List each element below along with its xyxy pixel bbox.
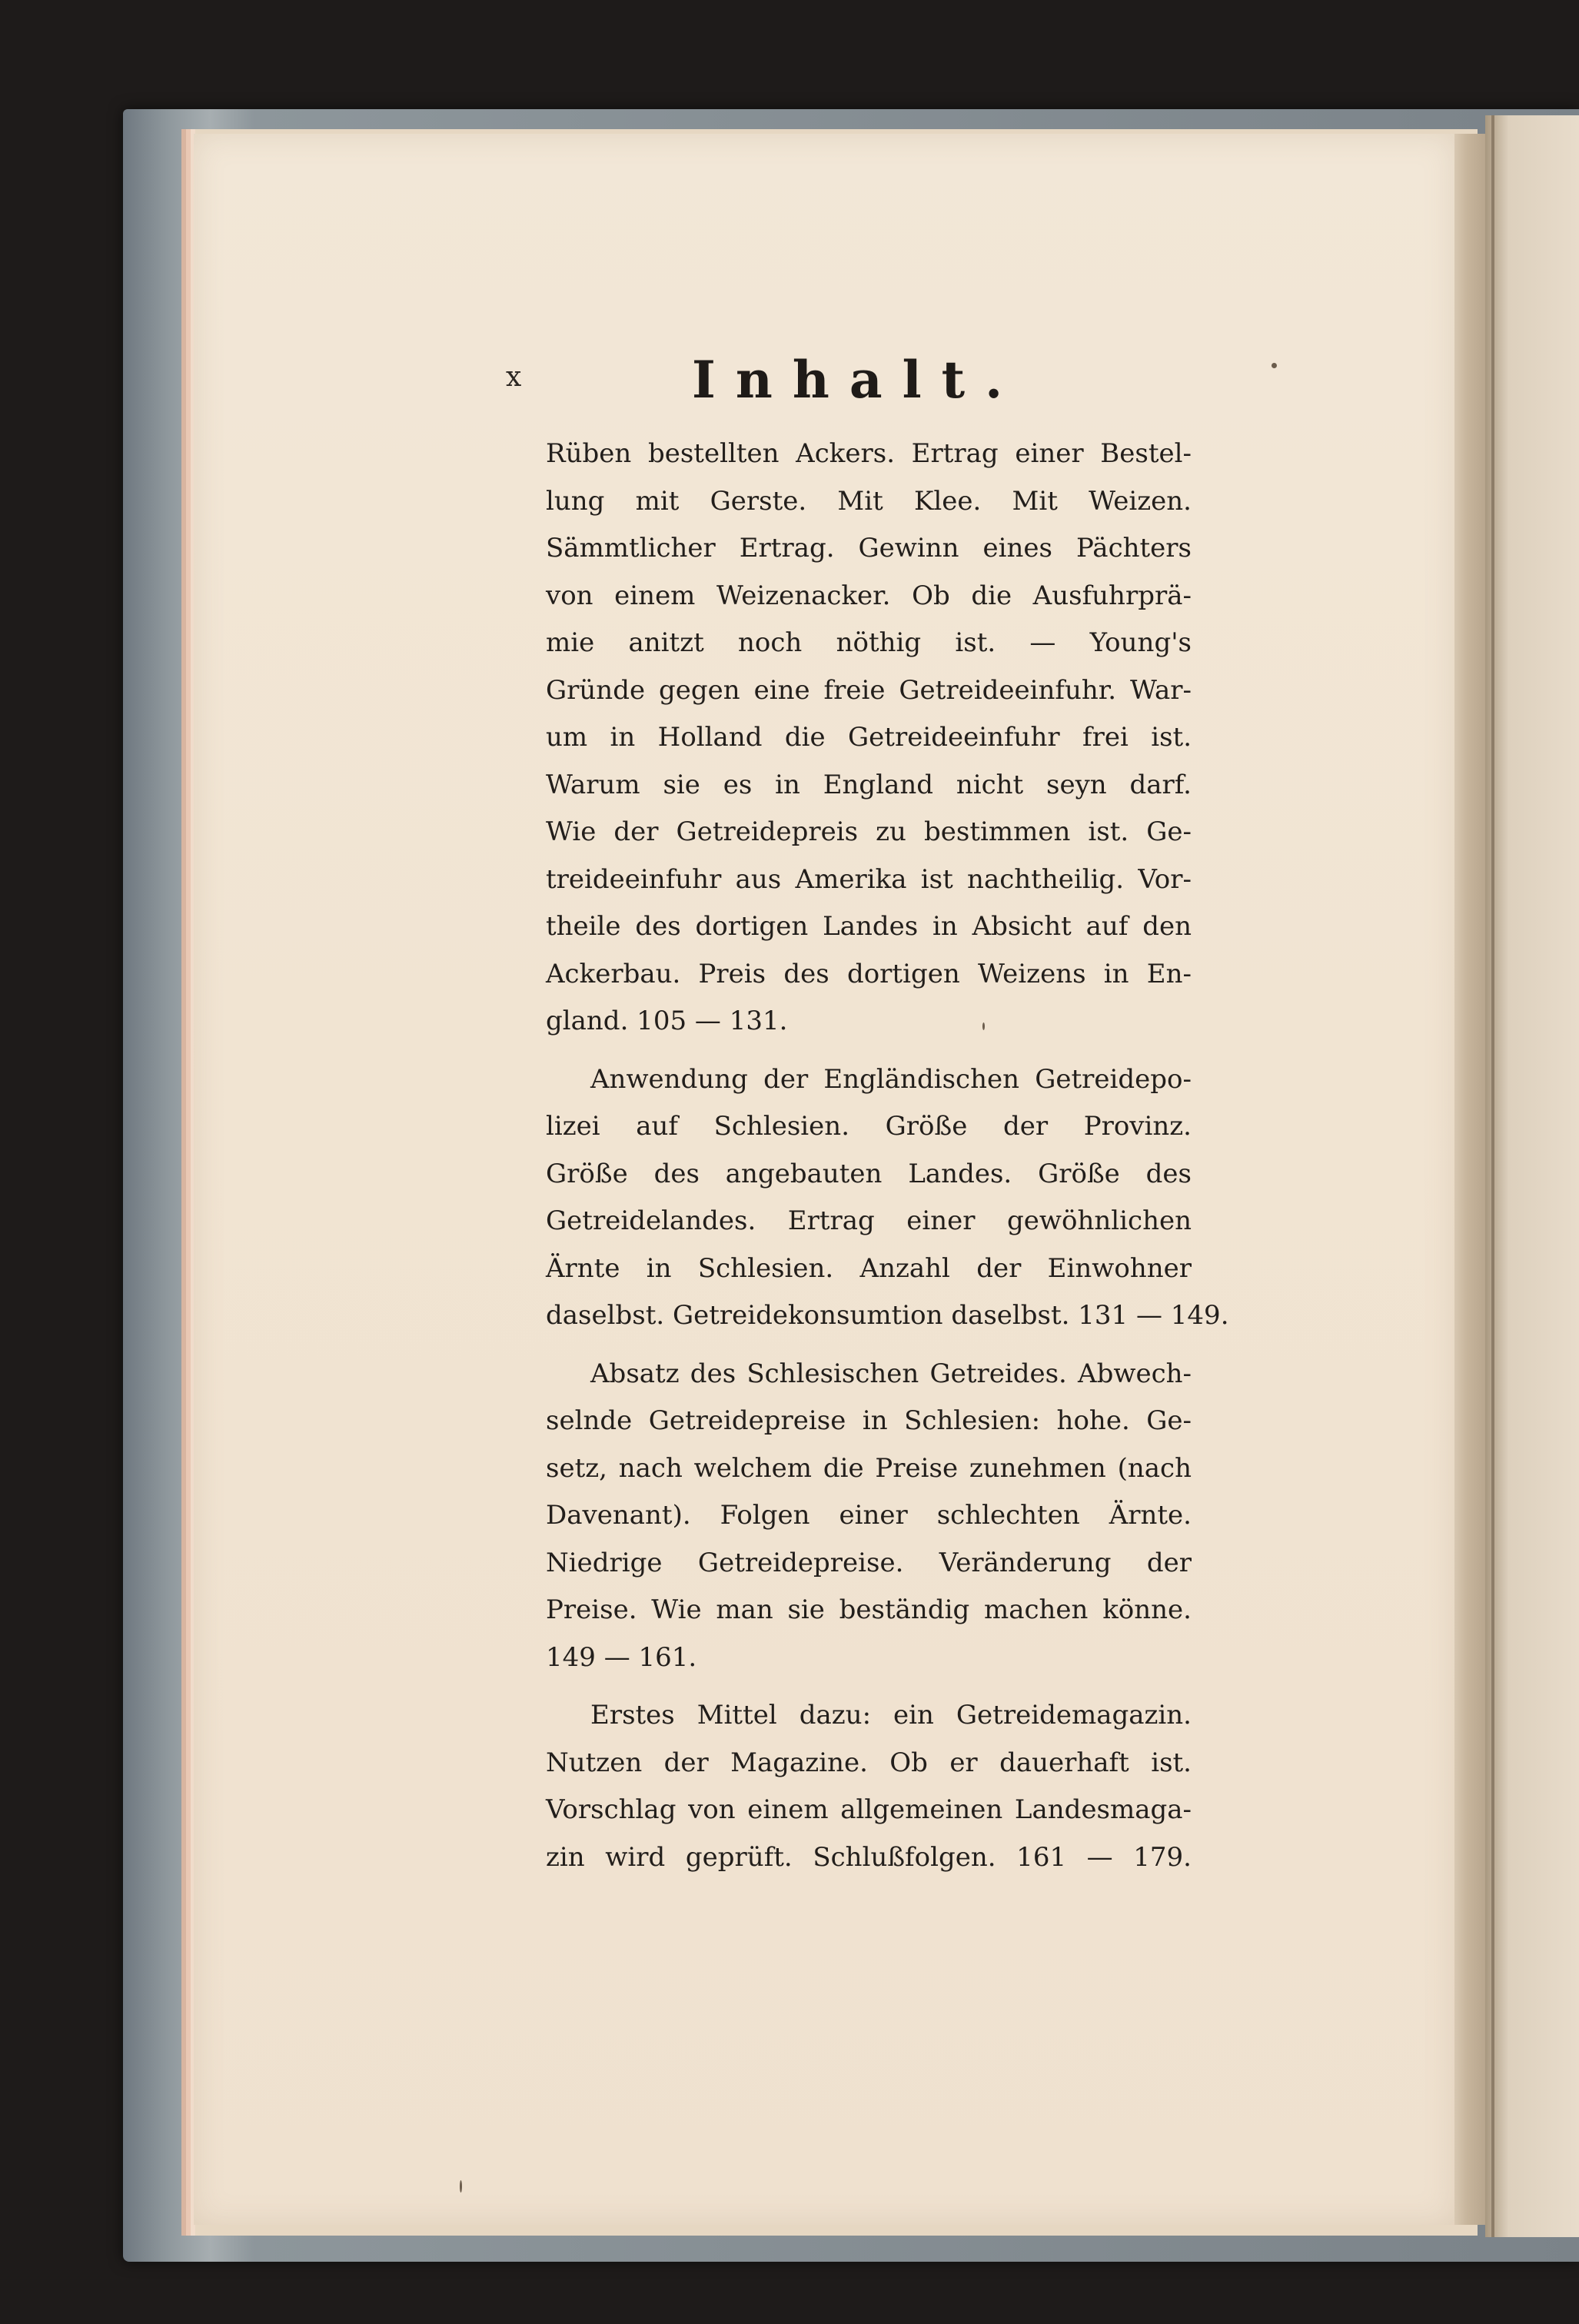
text-line: Preise. Wie man sie beständig machen könne. [546, 1594, 1192, 1625]
facing-page-fold [1491, 115, 1494, 2237]
text-line: um in Holland die Getreideeinfuhr frei ist. [546, 722, 1192, 753]
text-line: Ärnte in Schlesien. Anzahl der Einwohner [546, 1252, 1192, 1284]
contents-paragraph [546, 1692, 1192, 1881]
paper-speck [982, 1022, 985, 1030]
text-line: Absatz des Schlesischen Getreides. Abwech- [590, 1358, 1192, 1389]
page-heading: Inhalt. [692, 350, 1023, 410]
page-gutter [1454, 134, 1485, 2225]
text-line: lung mit Gerste. Mit Klee. Mit Weizen. [546, 485, 1192, 517]
text-line: mie anitzt noch nöthig ist. — Young's [546, 627, 1192, 658]
text-line: 149 — 161. [546, 1641, 697, 1673]
text-line: Getreidelandes. Ertrag einer gewöhnlichen [546, 1205, 1192, 1236]
text-line: Niedrige Getreidepreise. Veränderung der [546, 1547, 1192, 1578]
facing-page-edge [1485, 115, 1579, 2237]
text-line: Rüben bestellten Ackers. Ertrag einer Bestel- [546, 438, 1192, 469]
text-line: Wie der Getreidepreis zu bestimmen ist. Ge- [546, 816, 1192, 847]
text-line: Sämmtlicher Ertrag. Gewinn eines Pächters [546, 533, 1192, 564]
text-line: setz, nach welchem die Preise zunehmen (nach [546, 1452, 1192, 1484]
contents-paragraph [546, 431, 1192, 1046]
text-line: Gründe gegen eine freie Getreideeinfuhr. War- [546, 674, 1192, 706]
paper-speck [460, 2180, 462, 2193]
text-line: gland. 105 — 131. [546, 1006, 788, 1036]
page-number: x [506, 361, 522, 393]
text-line: von einem Weizenacker. Ob die Ausfuhrprä- [546, 580, 1192, 611]
text-line: Davenant). Folgen einer schlechten Ärnte. [546, 1500, 1192, 1531]
text-line: Ackerbau. Preis des dortigen Weizens in En- [546, 958, 1192, 989]
contents-paragraph [546, 1056, 1229, 1340]
text-line: Anwendung der Engländischen Getreidepo- [590, 1063, 1192, 1095]
text-line: lizei auf Schlesien. Größe der Provinz. [546, 1111, 1192, 1142]
paper-speck [1272, 363, 1277, 368]
text-line: Nutzen der Magazine. Ob er dauerhaft ist. [546, 1747, 1192, 1778]
text-line: Warum sie es in England nicht seyn darf. [546, 769, 1192, 800]
text-line: theile des dortigen Landes in Absicht auf den [546, 911, 1192, 942]
text-line: treideeinfuhr aus Amerika ist nachtheilig. Vor- [546, 863, 1192, 895]
text-line: zin wird geprüft. Schlußfolgen. 161 — 179. [546, 1841, 1192, 1873]
contents-paragraph [546, 1351, 1192, 1682]
table-of-contents-text [546, 431, 1229, 1892]
text-line: Vorschlag von einem allgemeinen Landesmaga- [546, 1794, 1192, 1825]
text-line: daselbst. Getreidekonsumtion daselbst. 131 — 149. [546, 1300, 1229, 1331]
text-line: Größe des angebauten Landes. Größe des [546, 1158, 1192, 1189]
text-line: Erstes Mittel dazu: ein Getreidemagazin. [590, 1700, 1192, 1731]
text-line: selnde Getreidepreise in Schlesien: hohe. Ge- [546, 1405, 1192, 1436]
